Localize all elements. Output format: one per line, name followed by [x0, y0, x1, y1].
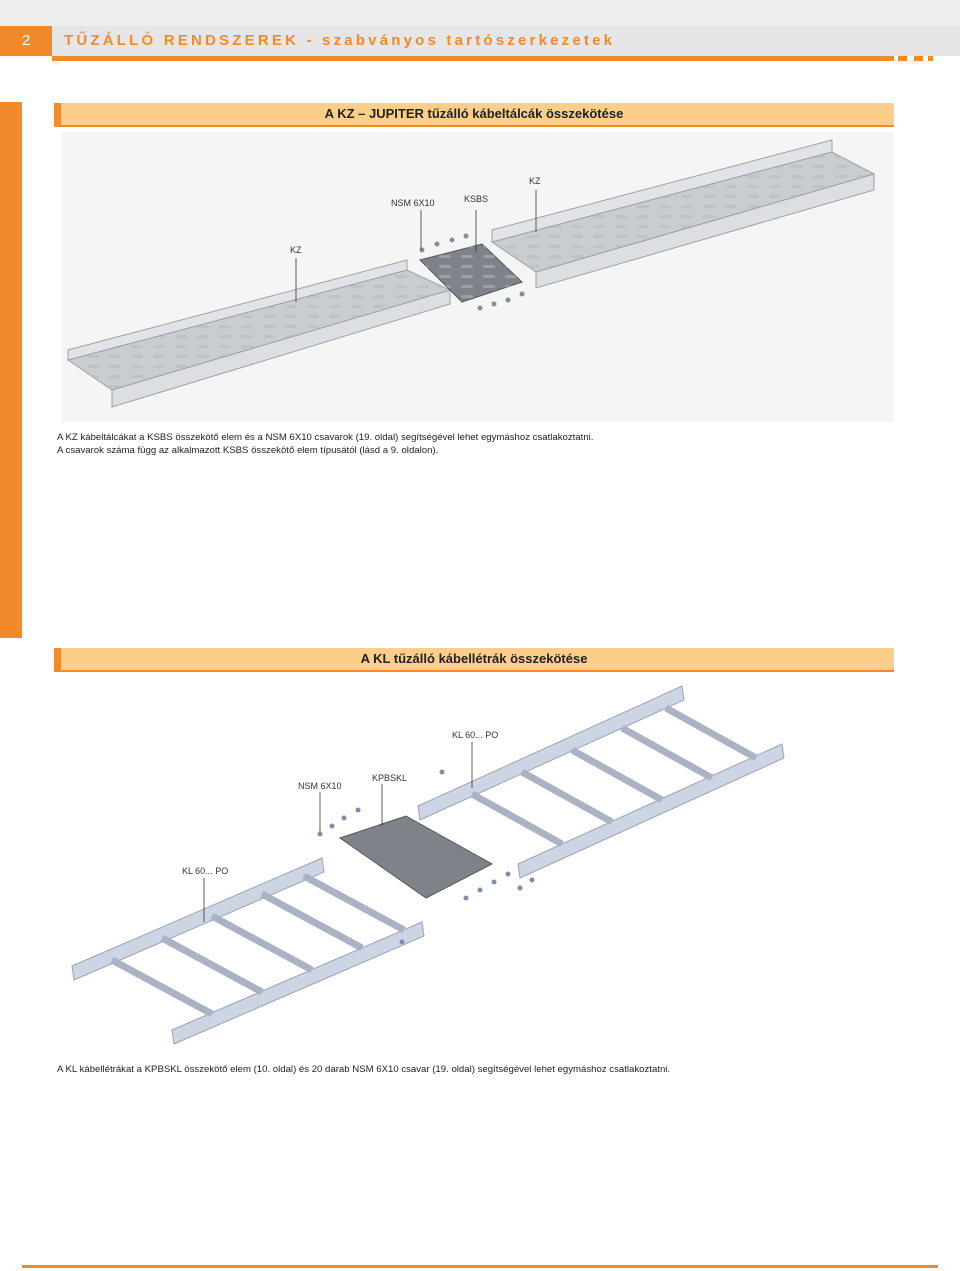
- label-ksbs: KSBS: [464, 194, 489, 204]
- paragraph-kz-1: A KZ kábeltálcákat a KSBS összekötő elem és a NSM 6X10 csavarok (19. oldal) segítségével lehet egymáshoz csatlakoztatni.: [57, 432, 594, 443]
- label-nsm: NSM 6X10: [391, 198, 435, 208]
- page-number: 2: [0, 26, 52, 56]
- side-accent-bar: [0, 102, 22, 638]
- kl-ladder-figure: [62, 676, 894, 1056]
- footer-line: [22, 1265, 938, 1268]
- header-square: [898, 56, 907, 61]
- section-title-kz: A KZ – JUPITER tűzálló kábeltálcák összekötése: [324, 106, 624, 121]
- header-underline: [52, 56, 894, 61]
- kz-tray-figure: [62, 132, 894, 422]
- label-nsm-kl: NSM 6X10: [298, 781, 342, 791]
- kl-ladder-left: [72, 858, 424, 1044]
- paragraph-kz-2: A csavarok száma függ az alkalmazott KSBS összekötő elem típusától (lásd a 9. oldalon).: [57, 445, 439, 456]
- header-square: [914, 56, 923, 61]
- top-strip: [0, 0, 960, 26]
- label-kpbskl: KPBSKL: [372, 773, 408, 783]
- label-kl-left: KL 60... PO: [182, 866, 229, 876]
- section-bar-kl: [54, 648, 894, 672]
- kpbskl-connector: [340, 816, 492, 898]
- kl-ladder-right: [418, 686, 784, 878]
- header-title: TŰZÁLLÓ RENDSZEREK - szabványos tartószerkezetek: [64, 32, 616, 49]
- paragraph-kl: A KL kábellétrákat a KPBSKL összekötő elem (10. oldal) és 20 darab NSM 6X10 csavar (19. oldal) segítségével lehet egymáshoz csatlakoztatni.: [57, 1064, 671, 1075]
- label-kz-right: KZ: [529, 176, 541, 186]
- label-kl-right: KL 60... PO: [452, 730, 499, 740]
- section-bar-kz: [54, 103, 894, 127]
- label-kz-left: KZ: [290, 245, 302, 255]
- header-square: [928, 56, 933, 61]
- section-title-kl: A KL tűzálló kábellétrák összekötése: [360, 651, 588, 666]
